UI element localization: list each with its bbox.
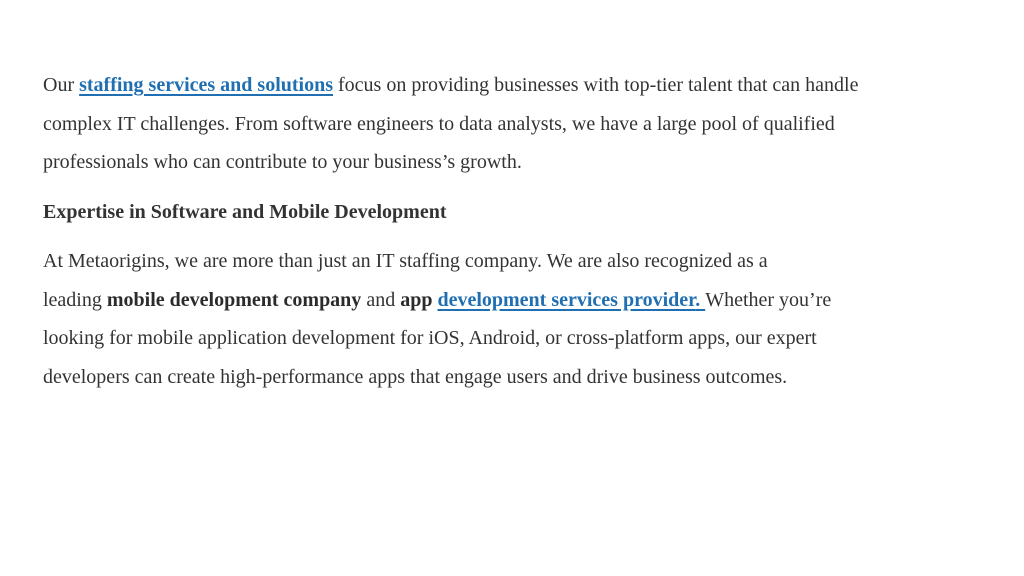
development-services-link-period: .: [695, 288, 706, 311]
app-bold: app: [400, 288, 433, 311]
intro-line2-text: complex IT challenges. From software engineers to data analysts, we have a large pool of qualified: [43, 112, 835, 135]
mobile-development-bold: mobile development company: [106, 288, 362, 311]
staffing-services-link[interactable]: staffing services and solutions: [79, 74, 334, 96]
and-text: and: [361, 288, 401, 311]
expertise-line4-text: developers can create high-performance apps that engage users and drive business outcomes.: [43, 365, 788, 388]
expertise-line2-rest: Whether you’re: [705, 288, 832, 311]
development-services-link-text: development services provider: [437, 288, 696, 311]
expertise-line1-text: At Metaorigins, we are more than just an IT staffing company. We are also recognized as a: [43, 250, 768, 272]
intro-line1-text: focus on providing businesses with top-tier talent that can handle: [333, 74, 859, 96]
intro-line3-text: professionals who can contribute to your business’s growth.: [43, 151, 522, 173]
expertise-line3-text: looking for mobile application development for iOS, Android, or cross-platform apps, our expert: [43, 327, 817, 349]
section-heading: Expertise in Software and Mobile Development: [43, 200, 447, 223]
intro-lead-text: Our: [43, 74, 80, 96]
expertise-line2-lead: leading: [43, 288, 107, 311]
intro-paragraph: [43, 66, 1003, 182]
development-services-link[interactable]: [437, 289, 705, 311]
article-body: [43, 66, 1003, 396]
expertise-paragraph: [43, 242, 1003, 396]
